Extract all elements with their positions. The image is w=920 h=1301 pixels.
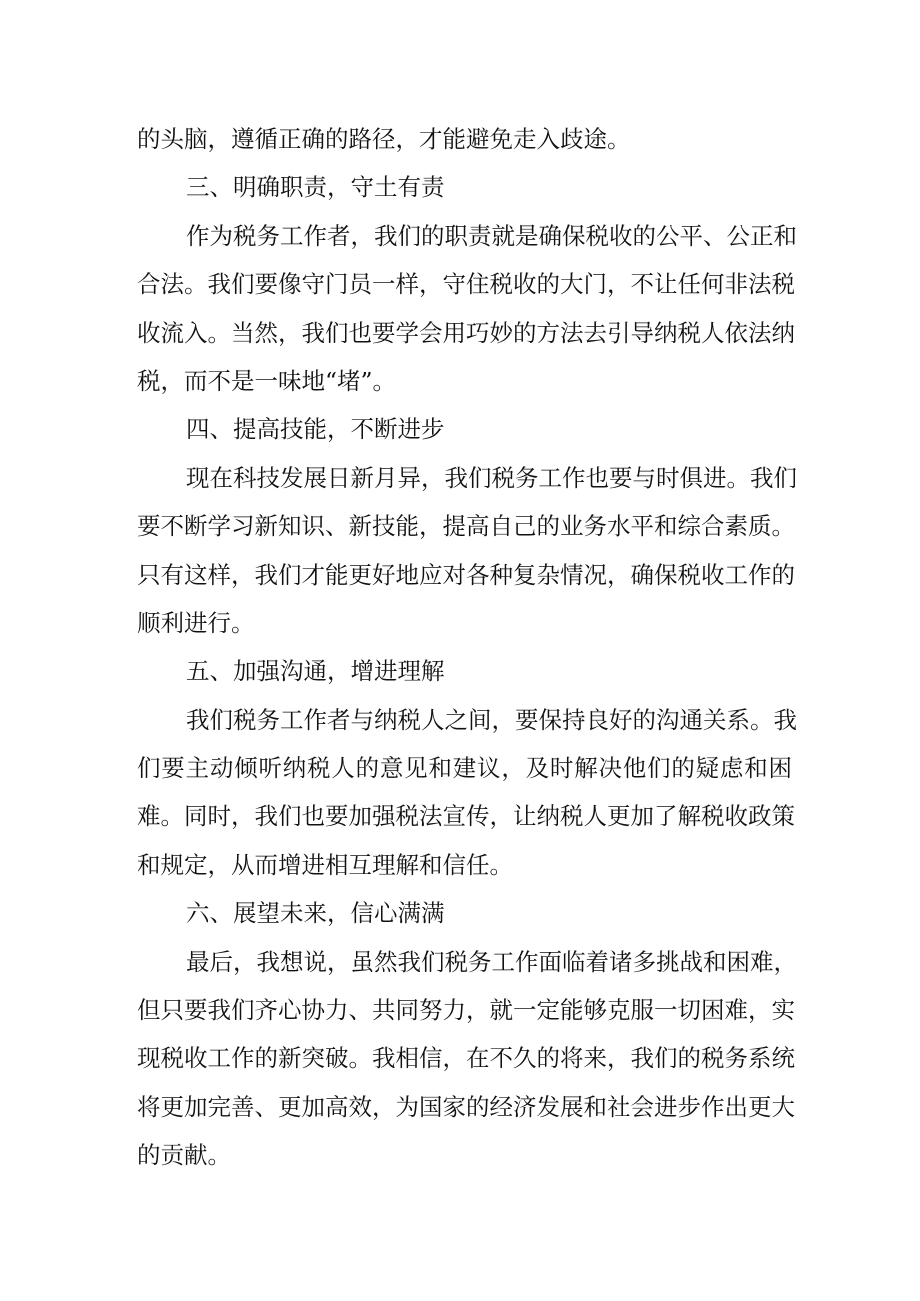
paragraph-line: 和规定，从而增进相互理解和信任。 bbox=[137, 850, 513, 879]
text-line: 的头脑，遵循正确的路径，才能避免走入歧途。 bbox=[137, 125, 631, 153]
paragraph-line: 要不断学习新知识、新技能，提高自己的业务水平和综合素质。 bbox=[137, 512, 795, 541]
paragraph-line: 的贡献。 bbox=[137, 1141, 231, 1170]
paragraph-line: 顺利进行。 bbox=[137, 608, 255, 637]
paragraph-line: 们要主动倾听纳税人的意见和建议，及时解决他们的疑虑和困 bbox=[137, 754, 792, 783]
document-body bbox=[137, 115, 797, 1180]
paragraph-line: 我们税务工作者与纳税人之间，要保持良好的沟通关系。我 bbox=[186, 705, 797, 734]
paragraph-line: 现在科技发展日新月异，我们税务工作也要与时俱进。我们 bbox=[186, 463, 797, 492]
paragraph-line: 现税收工作的新突破。我相信，在不久的将来，我们的税务系统 bbox=[137, 1044, 795, 1073]
section-heading: 四、提高技能，不断进步 bbox=[186, 415, 445, 444]
paragraph-line: 税，而不是一味地“堵”。 bbox=[137, 366, 397, 395]
section-heading: 五、加强沟通，增进理解 bbox=[186, 657, 445, 686]
section-heading: 三、明确职责，守土有责 bbox=[186, 173, 445, 202]
paragraph-line: 收流入。当然，我们也要学会用巧妙的方法去引导纳税人依法纳 bbox=[137, 318, 795, 347]
paragraph-line: 将更加完善、更加高效，为国家的经济发展和社会进步作出更大 bbox=[137, 1092, 795, 1121]
paragraph-line: 只有这样，我们才能更好地应对各种复杂情况，确保税收工作的 bbox=[137, 560, 795, 589]
paragraph-line: 作为税务工作者，我们的职责就是确保税收的公平、公正和 bbox=[186, 221, 797, 250]
paragraph-line: 合法。我们要像守门员一样，守住税收的大门，不让任何非法税 bbox=[137, 270, 795, 299]
paragraph-line: 难。同时，我们也要加强税法宣传，让纳税人更加了解税收政策 bbox=[137, 802, 795, 831]
section-heading: 六、展望未来，信心满满 bbox=[186, 899, 445, 928]
paragraph-line: 但只要我们齐心协力、共同努力，就一定能够克服一切困难，实 bbox=[137, 996, 795, 1025]
paragraph-line: 最后，我想说，虽然我们税务工作面临着诸多挑战和困难， bbox=[186, 947, 797, 976]
